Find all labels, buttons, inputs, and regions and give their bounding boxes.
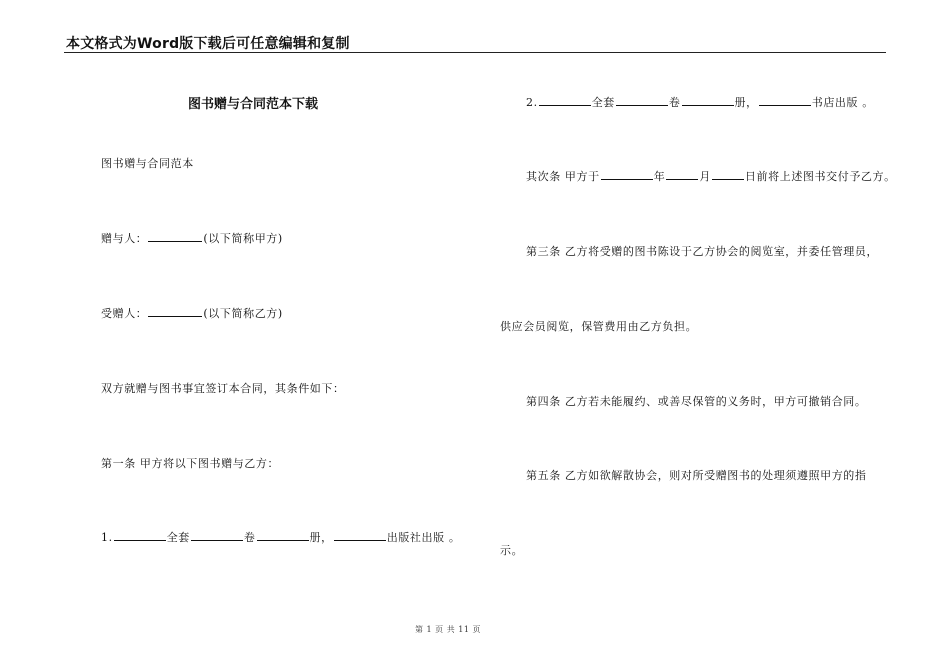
item-2-line <box>526 94 874 110</box>
item-1-line <box>101 529 460 545</box>
item-1-text-c: 册， <box>309 531 333 544</box>
item-2-text-b: 卷 <box>668 96 681 109</box>
article-1: 第一条 甲方将以下图书赠与乙方： <box>101 457 280 470</box>
item-2-blank-d[interactable] <box>759 94 811 106</box>
article-2-blank-day[interactable] <box>712 168 744 180</box>
article-2-day: 日前将上述图书交付予乙方。 <box>744 170 896 183</box>
page-footer: 第 1 页 共 11 页 <box>415 625 481 634</box>
article-2-blank-year[interactable] <box>601 168 653 180</box>
intro-text: 双方就赠与图书事宜签订本合同，其条件如下： <box>101 382 345 395</box>
article-5-line-1: 第五条 乙方如欲解散协会，则对所受赠图书的处理须遵照甲方的指 <box>526 469 867 482</box>
item-1-text-a: 全套 <box>166 531 190 544</box>
item-2-number: 2. <box>526 96 538 109</box>
article-2-blank-month[interactable] <box>666 168 698 180</box>
item-2-text-a: 全套 <box>591 96 615 109</box>
item-1-blank-a[interactable] <box>114 529 166 541</box>
donee-line <box>101 305 283 321</box>
donor-line <box>101 230 283 246</box>
item-2-blank-c[interactable] <box>682 94 734 106</box>
item-1-text-d: 出版社出版 。 <box>386 531 461 544</box>
article-2-line <box>526 168 896 184</box>
header-divider <box>64 52 886 53</box>
donor-blank[interactable] <box>148 230 202 242</box>
item-1-text-b: 卷 <box>243 531 256 544</box>
item-1-blank-b[interactable] <box>191 529 243 541</box>
item-1-blank-d[interactable] <box>334 529 386 541</box>
article-5-line-2: 示。 <box>500 544 524 557</box>
item-1-number: 1. <box>101 531 113 544</box>
item-2-blank-b[interactable] <box>616 94 668 106</box>
article-3-line-2: 供应会员阅览，保管费用由乙方负担。 <box>500 320 698 333</box>
article-4: 第四条 乙方若未能履约、或善尽保管的义务时，甲方可撤销合同。 <box>526 395 867 408</box>
article-2-prefix: 其次条 甲方于 <box>526 170 600 183</box>
donor-suffix: (以下简称甲方) <box>203 232 283 245</box>
item-2-text-c: 册， <box>734 96 758 109</box>
donee-label: 受赠人： <box>101 307 148 320</box>
header-text: 本文格式为Word版下载后可任意编辑和复制 <box>66 36 350 52</box>
item-1-blank-c[interactable] <box>257 529 309 541</box>
donee-suffix: (以下简称乙方) <box>203 307 283 320</box>
item-2-text-d: 书店出版 。 <box>811 96 874 109</box>
document-subtitle: 图书赠与合同范本 <box>101 157 194 170</box>
item-2-blank-a[interactable] <box>539 94 591 106</box>
donor-label: 赠与人： <box>101 232 148 245</box>
article-2-month: 月 <box>699 170 711 183</box>
donee-blank[interactable] <box>148 305 202 317</box>
article-2-year: 年 <box>653 170 666 183</box>
article-3-line-1: 第三条 乙方将受赠的图书陈设于乙方协会的阅览室，并委任管理员， <box>526 245 879 258</box>
document-title: 图书赠与合同范本下载 <box>188 97 319 112</box>
